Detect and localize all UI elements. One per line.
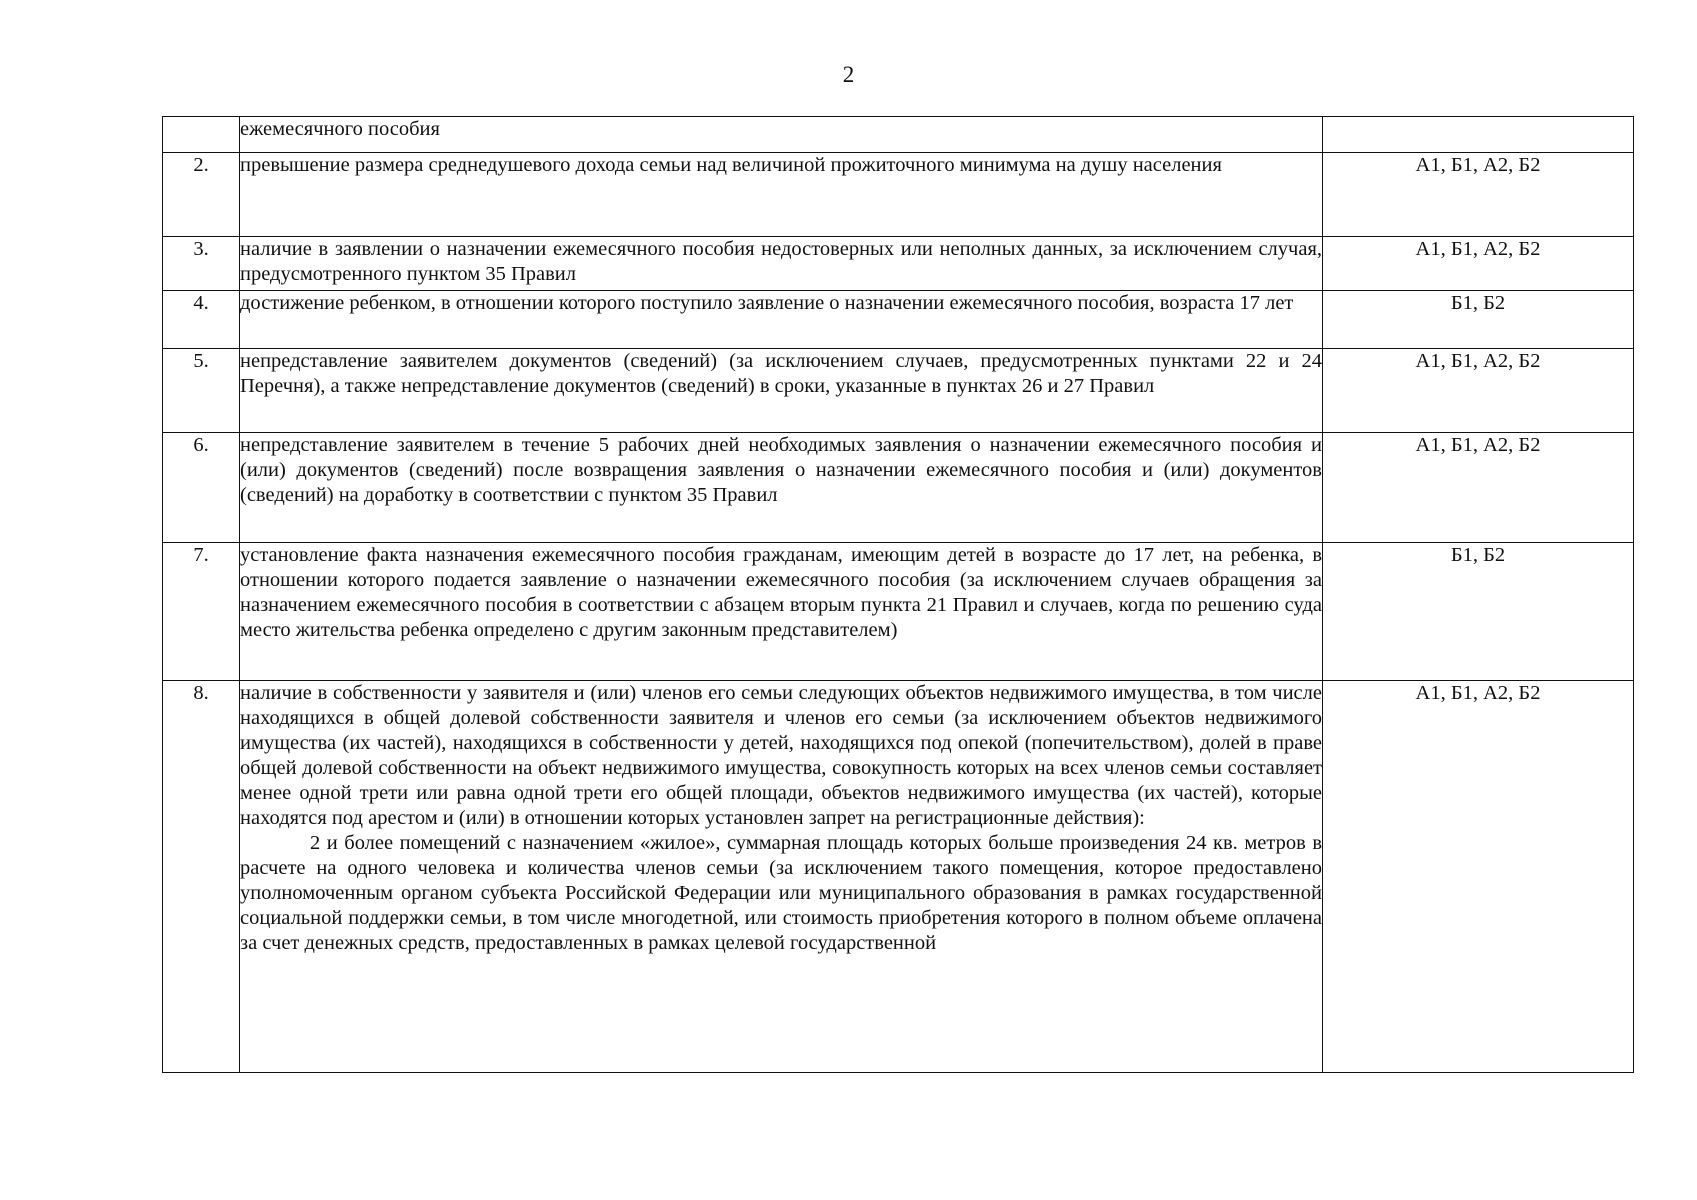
table-row — [163, 543, 1634, 681]
table-row — [163, 291, 1634, 349]
condition-text: непредставление заявителем в течение 5 рабочих дней необходимых заявления о назначении ежемесячного пособия и (или) документов (сведений) после возвращения заявления о назначении ежемесячного пособия и (или) документов (сведений) на доработку в соответствии с пунктом 35 Правил — [240, 434, 1322, 506]
condition-text: достижение ребенком, в отношении которого поступило заявление о назначении ежемесячного пособия, возраста 17 лет — [240, 292, 1294, 314]
category-codes-cell: А1, Б1, А2, Б2 — [1323, 681, 1634, 1073]
row-number-cell: 4. — [163, 291, 240, 349]
category-codes-cell: Б1, Б2 — [1323, 543, 1634, 681]
table-row — [163, 117, 1634, 153]
row-number-cell: 8. — [163, 681, 240, 1073]
table-body — [163, 117, 1634, 1073]
condition-text-cell — [240, 237, 1323, 291]
row-number-cell: 6. — [163, 433, 240, 543]
condition-text: наличие в собственности у заявителя и (или) членов его семьи следующих объектов недвижимого имущества, в том числе находящихся в общей долевой собственности заявителя и членов его семьи (за исключением объектов недвижимого имущества (их частей), находящихся в собственности у детей, находящихся под опекой (попечительством), долей в праве общей долевой собственности на объект недвижимого имущества, совокупность которых на всех членов семьи составляет менее одной трети или равна одной трети его общей площади, объектов недвижимого имущества (их частей), которые находятся под арестом и (или) в отношении которых установлен запрет на регистрационные действия): — [240, 682, 1322, 829]
table-row — [163, 153, 1634, 237]
table-row — [163, 433, 1634, 543]
condition-text: превышение размера среднедушевого дохода семьи над величиной прожиточного минимума на душу населения — [240, 154, 1222, 176]
row-number-cell: 2. — [163, 153, 240, 237]
criteria-table — [162, 116, 1634, 1073]
table-row — [163, 237, 1634, 291]
condition-text-cell — [240, 117, 1323, 153]
table-row — [163, 349, 1634, 433]
condition-text-cell — [240, 681, 1323, 1073]
category-codes-cell: А1, Б1, А2, Б2 — [1323, 153, 1634, 237]
table-row — [163, 681, 1634, 1073]
condition-text: наличие в заявлении о назначении ежемесячного пособия недостоверных или неполных данных, за исключением случая, предусмотренного пунктом 35 Правил — [240, 238, 1322, 285]
condition-text-cell — [240, 433, 1323, 543]
row-number-cell: 3. — [163, 237, 240, 291]
condition-text-cell — [240, 349, 1323, 433]
row-number-cell: 7. — [163, 543, 240, 681]
row-number-cell — [163, 117, 240, 153]
row-number-cell: 5. — [163, 349, 240, 433]
category-codes-cell: А1, Б1, А2, Б2 — [1323, 433, 1634, 543]
category-codes-cell: А1, Б1, А2, Б2 — [1323, 237, 1634, 291]
condition-text: непредставление заявителем документов (сведений) (за исключением случаев, предусмотренных пунктами 22 и 24 Перечня), а также непредставление документов (сведений) в сроки, указанные в пунктах 26 и 27 Правил — [240, 350, 1322, 397]
condition-text-cell — [240, 291, 1323, 349]
category-codes-cell: А1, Б1, А2, Б2 — [1323, 349, 1634, 433]
page-number: 2 — [842, 62, 855, 87]
condition-text-cell — [240, 543, 1323, 681]
category-codes-cell — [1323, 117, 1634, 153]
condition-text: ежемесячного пособия — [240, 118, 440, 140]
condition-text-cell — [240, 153, 1323, 237]
condition-subparagraph: 2 и более помещений с назначением «жилое», суммарная площадь которых больше произведения 24 кв. метров в расчете на одного человека и количества членов семьи (за исключением такого помещения, которое предоставлено уполномоченным органом субъекта Российской Федерации или муниципального образования в рамках государственной социальной поддержки семьи, в том числе многодетной, или стоимость приобретения которого в полном объеме оплачена за счет денежных средств, предоставленных в рамках целевой государственной — [240, 832, 1322, 954]
condition-text: установление факта назначения ежемесячного пособия гражданам, имеющим детей в возрасте до 17 лет, на ребенка, в отношении которого подается заявление о назначении ежемесячного пособия (за исключением случаев обращения за назначением ежемесячного пособия в соответствии с абзацем вторым пункта 21 Правил и случаев, когда по решению суда место жительства ребенка определено с другим законным представителем) — [240, 544, 1322, 641]
category-codes-cell: Б1, Б2 — [1323, 291, 1634, 349]
